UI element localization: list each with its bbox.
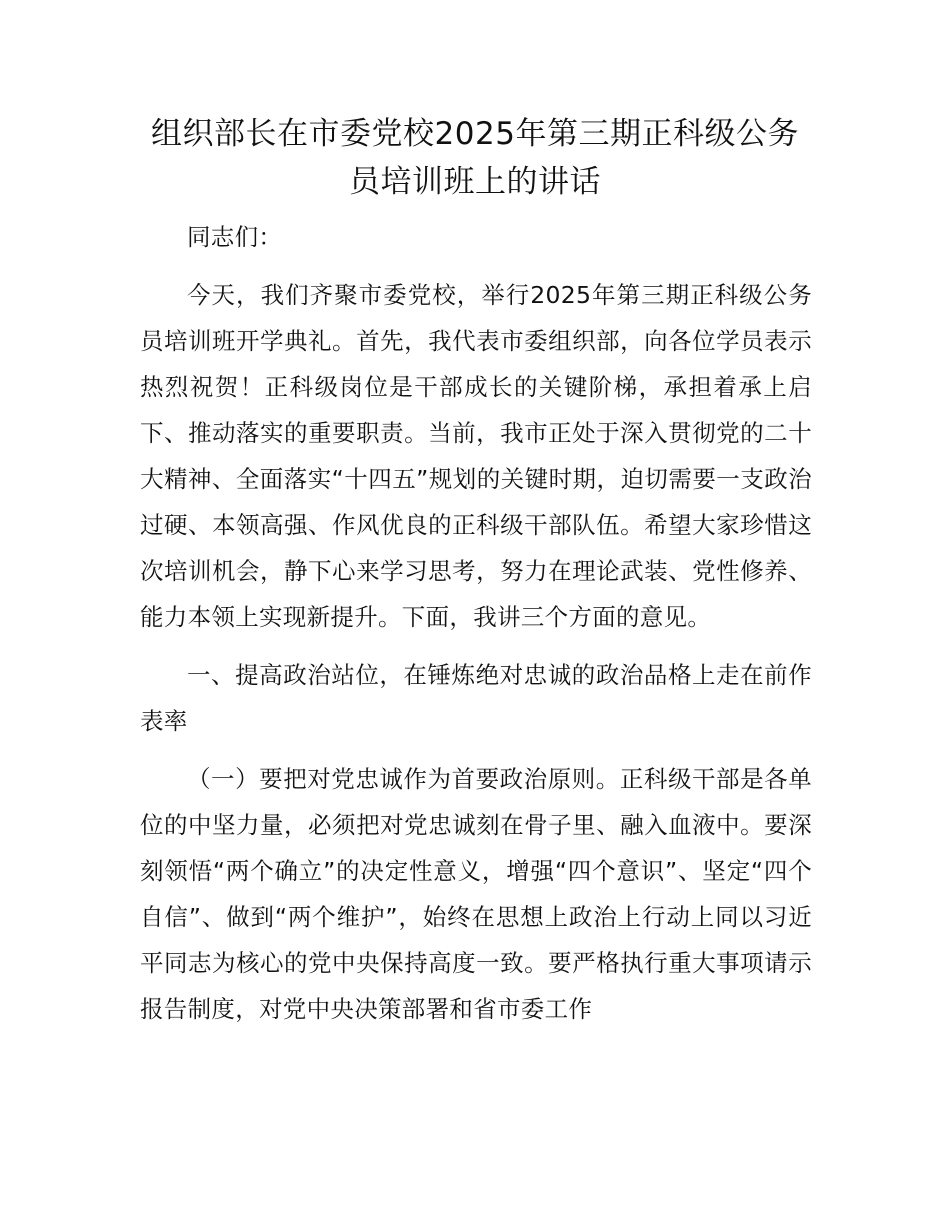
salutation: 同志们：	[187, 223, 283, 251]
paragraph-section-1-1: （一）要把对党忠诚作为首要政治原则。正科级干部是各单位的中坚力量，必须把对党忠诚刻在骨子里、融入血液中。要深刻领悟“两个确立”的决定性意义，增强“四个意识”、坚定“四个自信”、做到“两个维护”，始终在思想上政治上行动上同以习近平同志为核心的党中央保持高度一致。要严格执行重大事项请示报告制度，对党中央决策部署和省市委工作	[140, 765, 812, 1023]
document-body	[140, 214, 812, 1032]
section-heading-1: 一、提高政治站位，在锤炼绝对忠诚的政治品格上走在前作表率	[140, 661, 812, 735]
paragraph-opening: 今天，我们齐聚市委党校，举行2025年第三期正科级公务员培训班开学典礼。首先，我代表市委组织部，向各位学员表示热烈祝贺！正科级岗位是干部成长的关键阶梯，承担着承上启下、推动落实的重要职责。当前，我市正处于深入贯彻党的二十大精神、全面落实“十四五”规划的关键时期，迫切需要一支政治过硬、本领高强、作风优良的正科级干部队伍。希望大家珍惜这次培训机会，静下心来学习思考，努力在理论武装、党性修养、能力本领上实现新提升。下面，我讲三个方面的意见。	[140, 281, 812, 631]
document-title: 组织部长在市委党校2025年第三期正科级公务员培训班上的讲话	[151, 116, 799, 200]
